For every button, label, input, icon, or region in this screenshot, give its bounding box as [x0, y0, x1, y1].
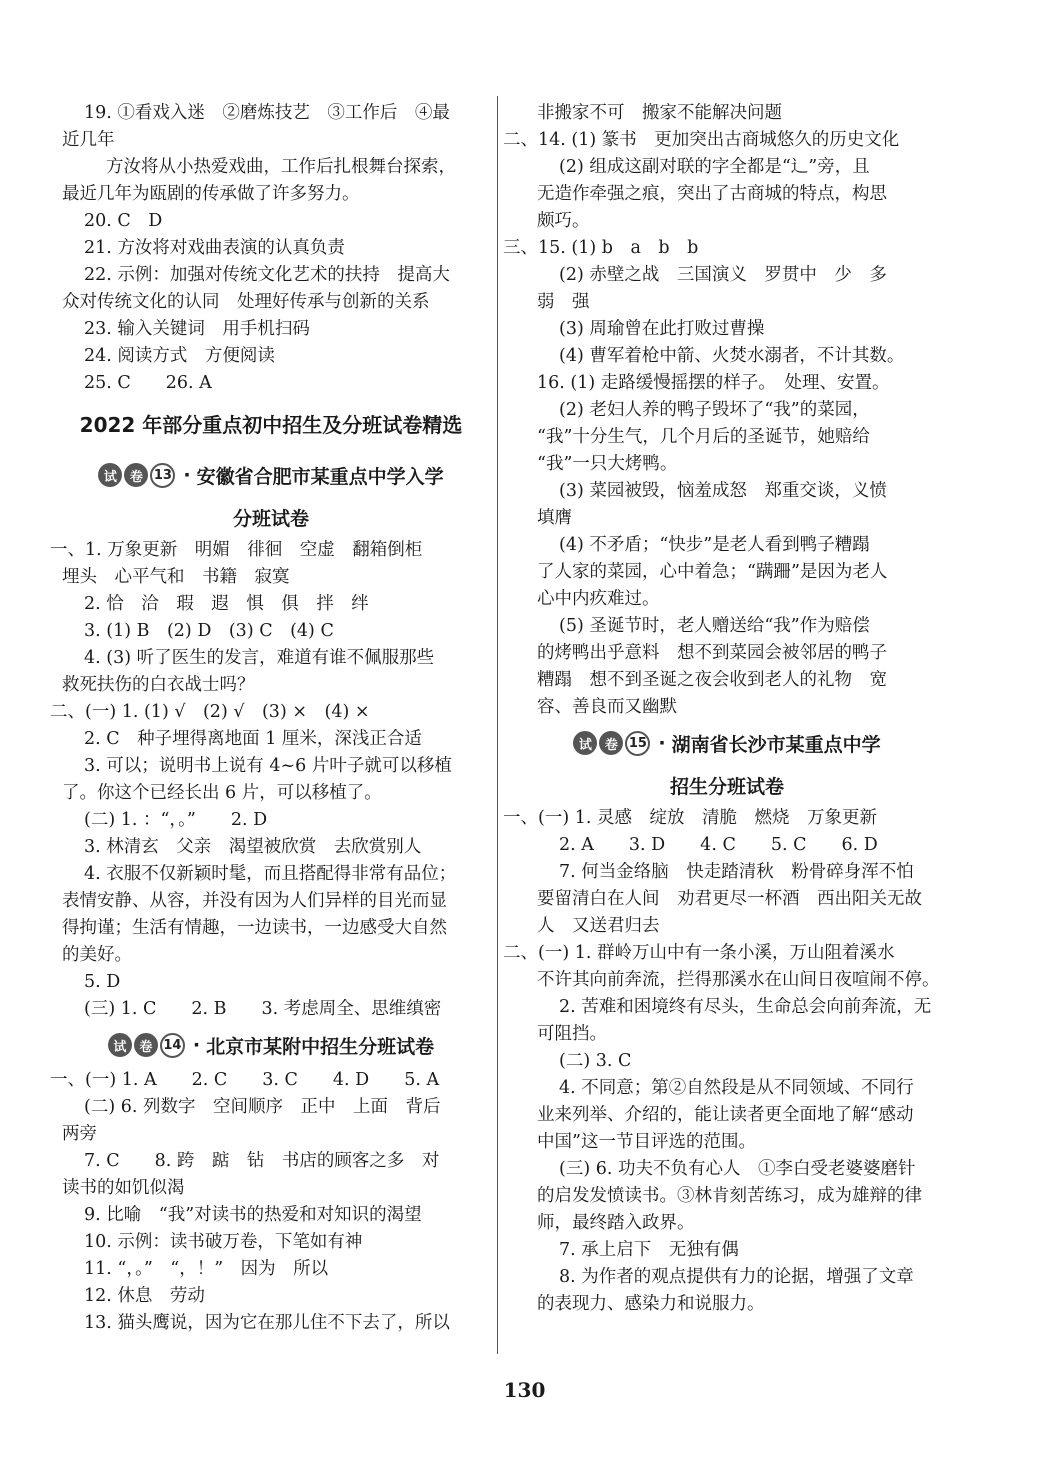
answer-line: 二、(一) 1. 群岭万山中有一条小溪，万山阻着溪水	[503, 943, 895, 963]
answer-line: 一、(一) 1. 灵感 绽放 清脆 燃烧 万象更新	[503, 808, 877, 828]
answer-line: 读书的如饥似渴	[62, 1178, 185, 1198]
answer-line: 8. 为作者的观点提供有力的论据，增强了文章	[559, 1267, 914, 1287]
answer-line: 埋头 心平气和 书籍 寂寞	[62, 567, 290, 587]
section-title: 2022 年部分重点初中招生及分班试卷精选	[79, 413, 463, 437]
answer-line: 两旁	[62, 1124, 97, 1144]
answer-line: 中国”这一节目评选的范围。	[537, 1132, 756, 1152]
answer-line: 一、(一) 1. A 2. C 3. C 4. D 5. A	[50, 1070, 440, 1090]
paper-badge-icon: 卷	[124, 463, 148, 487]
answer-line: 救死扶伤的白衣战士吗？	[62, 675, 255, 695]
paper14-heading	[62, 1023, 480, 1067]
answer-line: (5) 圣诞节时，老人赠送给“我”作为赔偿	[559, 616, 870, 636]
answer-line: 7. 承上启下 无独有偶	[559, 1240, 739, 1260]
answer-line: 方汝将从小热爱戏曲，工作后扎根舞台探索，	[106, 157, 456, 177]
answer-line: (4) 曹军着枪中箭、火焚水溺者，不计其数。	[559, 346, 905, 366]
paper-badge-icon: 试	[98, 463, 122, 487]
separator-dot: ·	[192, 1034, 201, 1056]
answer-line: 得拘谨；生活有情趣，一边读书，一边感受大自然	[62, 918, 447, 938]
paper15-heading	[515, 721, 939, 765]
answer-line: 的表现力、感染力和说服力。	[537, 1294, 765, 1314]
paper14-title: 北京市某附中招生分班试卷	[206, 1035, 435, 1058]
answer-line: 无造作牵强之痕，突出了古商城的特点，构思	[537, 184, 887, 204]
paper13-heading	[62, 453, 480, 497]
answer-line: 13. 猫头鹰说，因为它在那儿住不下去了，所以	[84, 1313, 450, 1333]
answer-line: 众对传统文化的认同 处理好传承与创新的关系	[62, 292, 430, 312]
answer-line: 23. 输入关键词 用手机扫码	[84, 319, 310, 339]
answer-line: 2. 恰 洽 瑕 遐 惧 俱 拌 绊	[84, 594, 369, 614]
answer-line: (二) 1. ：“，。” 2. D	[84, 810, 268, 830]
answer-line: 非搬家不可 搬家不能解决问题	[537, 103, 782, 123]
answer-line: (2) 老妇人养的鸭子毁坏了“我”的菜园，	[559, 400, 870, 420]
answer-line: “我”十分生气，几个月后的圣诞节，她赔给	[537, 427, 870, 447]
paper-badge-icon: 试	[573, 731, 597, 755]
answer-line: 4. 衣服不仅新颖时髦，而且搭配得非常有品位；	[84, 864, 457, 884]
paper-number-badge: 13	[150, 463, 175, 488]
answer-line: (2) 组成这副对联的字全都是“辶”旁，且	[559, 157, 870, 177]
answer-line: (三) 1. C 2. B 3. 考虑周全、思维缜密	[84, 999, 442, 1019]
answer-line: 19. ①看戏入迷 ②磨炼技艺 ③工作后 ④最	[84, 103, 450, 123]
answer-line: (4) 不矛盾；“快步”是老人看到鸭子糟蹋	[559, 535, 870, 555]
answer-line: 颇巧。	[537, 211, 590, 231]
answer-line: 人 又送君归去	[537, 916, 660, 936]
answer-line: (三) 6. 功夫不负有心人 ①李白受老婆婆磨针	[559, 1159, 916, 1179]
answer-line: 3. (1) B (2) D (3) C (4) C	[84, 621, 334, 641]
answer-line: 糟蹋 想不到圣诞之夜会收到老人的礼物 宽	[537, 670, 887, 690]
answer-line: 2. 苦难和困境终有尽头，生命总会向前奔流，无	[559, 997, 932, 1017]
answer-line: 师，最终踏入政界。	[537, 1213, 695, 1233]
answer-line: 最近几年为瓯剧的传承做了许多努力。	[62, 184, 360, 204]
answer-line: 业来列举、介绍的，能让读者更全面地了解“感动	[537, 1105, 914, 1125]
answer-line: 21. 方汝将对戏曲表演的认真负责	[84, 238, 345, 258]
paper-number-badge: 14	[160, 1033, 185, 1058]
answer-line: 9. 比喻 “我”对读书的热爱和对知识的渴望	[84, 1205, 422, 1225]
answer-line: 12. 休息 劳动	[84, 1286, 205, 1306]
answer-line: 的启发发愤读书。③林肯刻苦练习，成为雄辩的律	[537, 1186, 922, 1206]
answer-line: 4. (3) 听了医生的发言，难道有谁不佩服那些	[84, 648, 435, 668]
answer-line: 25. C 26. A	[84, 373, 212, 393]
paper-number-badge: 15	[625, 731, 650, 756]
answer-line: 4. 不同意；第②自然段是从不同领域、不同行	[559, 1078, 914, 1098]
answer-line: 的烤鸭出乎意料 想不到菜园会被邻居的鸭子	[537, 643, 887, 663]
answer-line: 20. C D	[84, 211, 163, 231]
answer-line: 了。你这个已经长出 6 片，可以移植了。	[62, 783, 382, 803]
paper-badge-icon: 卷	[599, 731, 623, 755]
column-divider	[497, 96, 498, 1354]
answer-line: 不许其向前奔流，拦得那溪水在山间日夜喧闹不停。	[537, 970, 939, 990]
answer-line: (3) 周瑜曾在此打败过曹操	[559, 319, 765, 339]
answer-line: 7. 何当金络脑 快走踏清秋 粉骨碎身浑不怕	[559, 862, 914, 882]
right-column	[503, 100, 939, 1318]
answer-line: 3. 可以；说明书上说有 4~6 片叶子就可以移植	[84, 756, 452, 776]
answer-line: 16. (1) 走路缓慢摇摆的样子。 处理、安置。	[537, 373, 890, 393]
answer-line: 近几年	[62, 130, 115, 150]
answer-line: 表情安静、从容，并没有因为人们异样的目光而显	[62, 891, 447, 911]
answer-line: 了人家的菜园，心中着急；“蹒跚”是因为老人	[537, 562, 888, 582]
answer-line: (2) 赤壁之战 三国演义 罗贯中 少 多	[559, 265, 887, 285]
answer-line: 10. 示例：读书破万卷，下笔如有神	[84, 1232, 363, 1252]
answer-line: 2. A 3. D 4. C 5. C 6. D	[559, 835, 878, 855]
left-part1	[62, 100, 480, 397]
paper13-title: 安徽省合肥市某重点中学入学	[196, 465, 444, 488]
answer-line: 填膺	[537, 508, 572, 528]
answer-line: 5. D	[84, 972, 121, 992]
answer-line: 三、15. (1) b a b b	[503, 238, 699, 258]
answer-line: 2. C 种子埋得离地面 1 厘米，深浅正合适	[84, 729, 422, 749]
answer-line: 要留清白在人间 劝君更尽一杯酒 西出阳关无故	[537, 889, 922, 909]
answer-line: “我”一只大烤鸭。	[537, 454, 678, 474]
separator-dot: ·	[658, 732, 666, 754]
answer-line: 22. 示例：加强对传统文化艺术的扶持 提高大	[84, 265, 450, 285]
paper-badge-icon: 卷	[134, 1033, 158, 1057]
paper-badge-icon: 试	[108, 1033, 132, 1057]
left-column	[50, 100, 480, 1337]
answer-line: 24. 阅读方式 方便阅读	[84, 346, 275, 366]
answer-line: 二、14. (1) 篆书 更加突出古商城悠久的历史文化	[503, 130, 900, 150]
answer-line: 一、1. 万象更新 明媚 徘徊 空虚 翻箱倒柜	[50, 540, 423, 560]
left-part3	[50, 1067, 480, 1337]
paper13-title-line2: 分班试卷	[232, 507, 309, 530]
answer-line: 的美好。	[62, 945, 132, 965]
answer-line: 二、(一) 1. (1) √ (2) √ (3) × (4) ×	[50, 702, 370, 722]
answer-line: 11. “，。” “，！” 因为 所以	[84, 1259, 329, 1279]
left-part2	[50, 537, 480, 1023]
right-part1	[503, 100, 939, 721]
answer-line: (3) 菜园被毁，恼羞成怒 郑重交谈，义愤	[559, 481, 887, 501]
right-part2	[503, 805, 939, 1318]
answer-line: (二) 3. C	[559, 1051, 632, 1071]
answer-line: 心中内疚难过。	[537, 589, 660, 609]
paper15-title-line2: 招生分班试卷	[669, 775, 784, 798]
answer-line: (二) 6. 列数字 空间顺序 正中 上面 背后	[84, 1097, 441, 1117]
answer-line: 3. 林清玄 父亲 渴望被欣赏 去欣赏别人	[84, 837, 422, 857]
paper15-title: 湖南省长沙市某重点中学	[671, 733, 881, 756]
answer-line: 容、善良而又幽默	[537, 697, 677, 717]
page-number: 130	[503, 1378, 546, 1402]
answer-line: 7. C 8. 跨 踮 钻 书店的顾客之多 对	[84, 1151, 440, 1171]
answer-line: 弱 强	[537, 292, 590, 312]
answer-line: 可阻挡。	[537, 1024, 607, 1044]
separator-dot: ·	[183, 464, 191, 486]
